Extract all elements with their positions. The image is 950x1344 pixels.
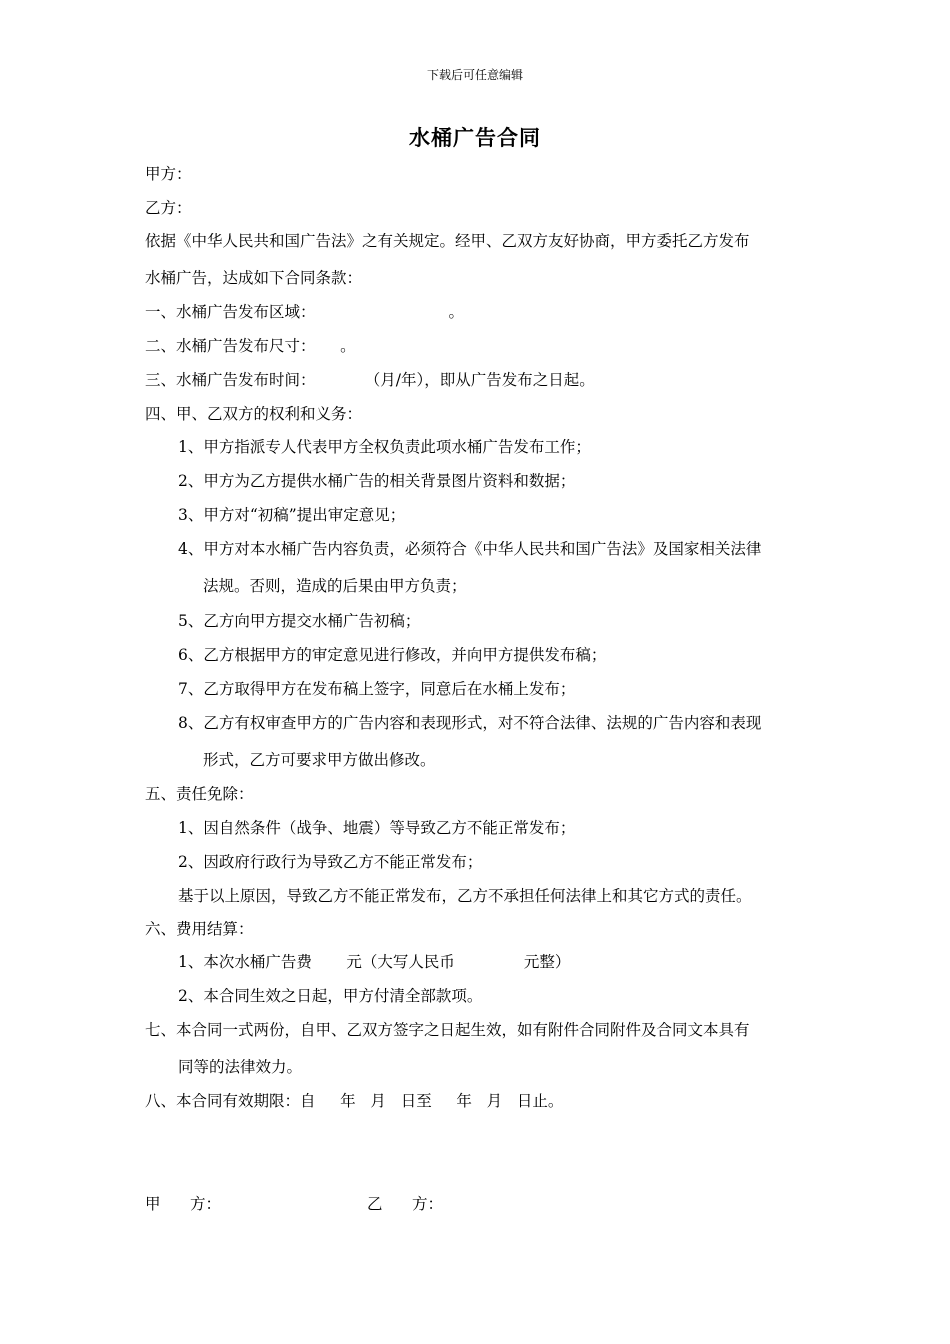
clause-5-item-2: 2、因政府行政行为导致乙方不能正常发布； <box>178 853 483 871</box>
clause-4-item-4: 4、甲方对本水桶广告内容负责，必须符合《中华人民共和国广告法》及国家相关法律 <box>178 540 762 558</box>
signature-party-b: 乙 方： <box>367 1195 444 1213</box>
document-title: 水桶广告合同 <box>409 126 541 150</box>
clause-6-heading: 六、费用结算： <box>145 920 254 938</box>
preamble-line-1: 依据《中华人民共和国广告法》之有关规定。经甲、乙双方友好协商，甲方委托乙方发布 <box>145 232 750 250</box>
party-a-line: 甲方： <box>145 165 192 183</box>
party-b-line: 乙方： <box>145 199 192 217</box>
clause-4-heading: 四、甲、乙双方的权利和义务： <box>145 405 363 423</box>
clause-5-note: 基于以上原因，导致乙方不能正常发布，乙方不承担任何法律上和其它方式的责任。 <box>178 887 752 905</box>
clause-5-heading: 五、责任免除： <box>145 785 254 803</box>
clause-4-item-1: 1、甲方指派专人代表甲方全权负责此项水桶广告发布工作； <box>178 438 591 456</box>
clause-4-item-6: 6、乙方根据甲方的审定意见进行修改，并向甲方提供发布稿； <box>178 646 607 664</box>
clause-3: 三、水桶广告发布时间： （月/年），即从广告发布之日起。 <box>145 371 595 389</box>
clause-8: 八、本合同有效期限：自 年 月 日至 年 月 日止。 <box>145 1092 564 1110</box>
clause-4-item-2: 2、甲方为乙方提供水桶广告的相关背景图片资料和数据； <box>178 472 576 490</box>
clause-7: 七、本合同一式两份，自甲、乙双方签字之日起生效，如有附件合同附件及合同文本具有 <box>145 1021 750 1039</box>
clause-7-cont: 同等的法律效力。 <box>178 1058 303 1076</box>
clause-4-item-4-cont: 法规。否则，造成的后果由甲方负责； <box>203 577 467 595</box>
clause-1: 一、水桶广告发布区域： 。 <box>145 303 465 321</box>
clause-6-item-2: 2、本合同生效之日起，甲方付清全部款项。 <box>178 987 483 1005</box>
clause-4-item-7: 7、乙方取得甲方在发布稿上签字，同意后在水桶上发布； <box>178 680 576 698</box>
clause-4-item-5: 5、乙方向甲方提交水桶广告初稿； <box>178 612 421 630</box>
clause-4-item-3: 3、甲方对“初稿”提出审定意见； <box>178 506 406 524</box>
clause-5-item-1: 1、因自然条件（战争、地震）等导致乙方不能正常发布； <box>178 819 576 837</box>
clause-2: 二、水桶广告发布尺寸： 。 <box>145 337 356 355</box>
clause-4-item-8: 8、乙方有权审查甲方的广告内容和表现形式，对不符合法律、法规的广告内容和表现 <box>178 714 762 732</box>
clause-4-item-8-cont: 形式，乙方可要求甲方做出修改。 <box>203 751 436 769</box>
preamble-line-2: 水桶广告，达成如下合同条款： <box>145 269 363 287</box>
clause-6-item-1: 1、本次水桶广告费 元（大写人民币 元整） <box>178 953 571 971</box>
header-note: 下载后可任意编辑 <box>426 68 523 82</box>
signature-party-a: 甲 方： <box>145 1195 222 1213</box>
